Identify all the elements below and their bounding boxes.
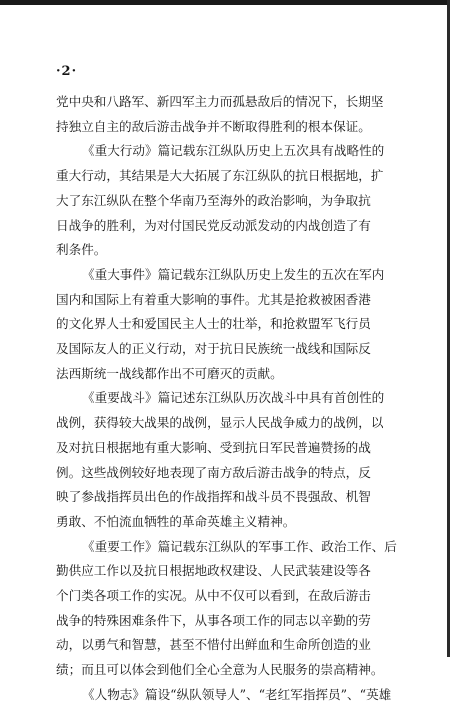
text-line: 法西斯统一战线都作出不可磨灭的贡献。 (56, 365, 283, 381)
text-line: 勤供应工作以及抗日根据地政权建设、人民武装建设等各 (56, 563, 371, 579)
page-number: ·2· (56, 64, 78, 79)
text-line: 重大行动，其结果是大大拓展了东江纵队的抗日根据地，扩 (56, 168, 384, 184)
text-line: 国内和国际上有着重大影响的事件。尤其是抢救被困香港 (56, 291, 371, 307)
body-text (56, 90, 420, 708)
text-line: 《重大行动》篇记载东江纵队历史上五次具有战略性的 (82, 143, 385, 159)
page-top-border (0, 0, 450, 5)
text-line: 例。这些战例较好地表现了南方敌后游击战争的特点，反 (56, 464, 371, 480)
text-line: 及国际友人的正义行动，对于抗日民族统一战线和国际反 (56, 341, 371, 357)
text-line: 日战争的胜利，为对付国民党反动派发动的内战创造了有 (56, 217, 371, 233)
text-line: 绩；而且可以体会到他们全心全意为人民服务的崇高精神。 (56, 662, 384, 678)
text-line: 动，以勇气和智慧，甚至不惜付出鲜血和生命所创造的业 (56, 637, 371, 653)
text-line: 《人物志》篇设“纵队领导人”、“老红军指挥员”、“英雄 (82, 686, 392, 702)
text-line: 映了参战指挥员出色的作战指挥和战斗员不畏强敌、机智 (56, 489, 371, 505)
text-line: 勇敢、不怕流血牺牲的革命英雄主义精神。 (56, 513, 296, 529)
text-line: 利条件。 (56, 242, 107, 258)
text-line: 《重大事件》篇记载东江纵队历史上发生的五次在军内 (82, 266, 385, 282)
text-line: 大了东江纵队在整个华南乃至海外的政治影响，为争取抗 (56, 192, 371, 208)
text-line: 《重要战斗》篇记述东江纵队历次战斗中具有首创性的 (82, 390, 385, 406)
text-line: 个门类各项工作的实况。从中不仅可以看到，在敌后游击 (56, 588, 371, 604)
text-line: 《重要工作》篇记载东江纵队的军事工作、政治工作、后 (82, 538, 397, 554)
text-line: 持独立自主的敌后游击战争并不断取得胜利的根本保证。 (56, 118, 371, 134)
text-line: 战争的特殊困难条件下，从事各项工作的同志以辛勤的劳 (56, 612, 371, 628)
text-line: 党中央和八路军、新四军主力而孤悬敌后的情况下，长期坚 (56, 94, 384, 109)
text-line: 战例，获得较大战果的战例，显示人民战争威力的战例，以 (56, 415, 384, 431)
text-line: 及对抗日根据地有重大影响、受到抗日军民普遍赞扬的战 (56, 439, 371, 455)
text-line: 的文化界人士和爱国民主人士的壮举，和抢救盟军飞行员 (56, 316, 371, 332)
